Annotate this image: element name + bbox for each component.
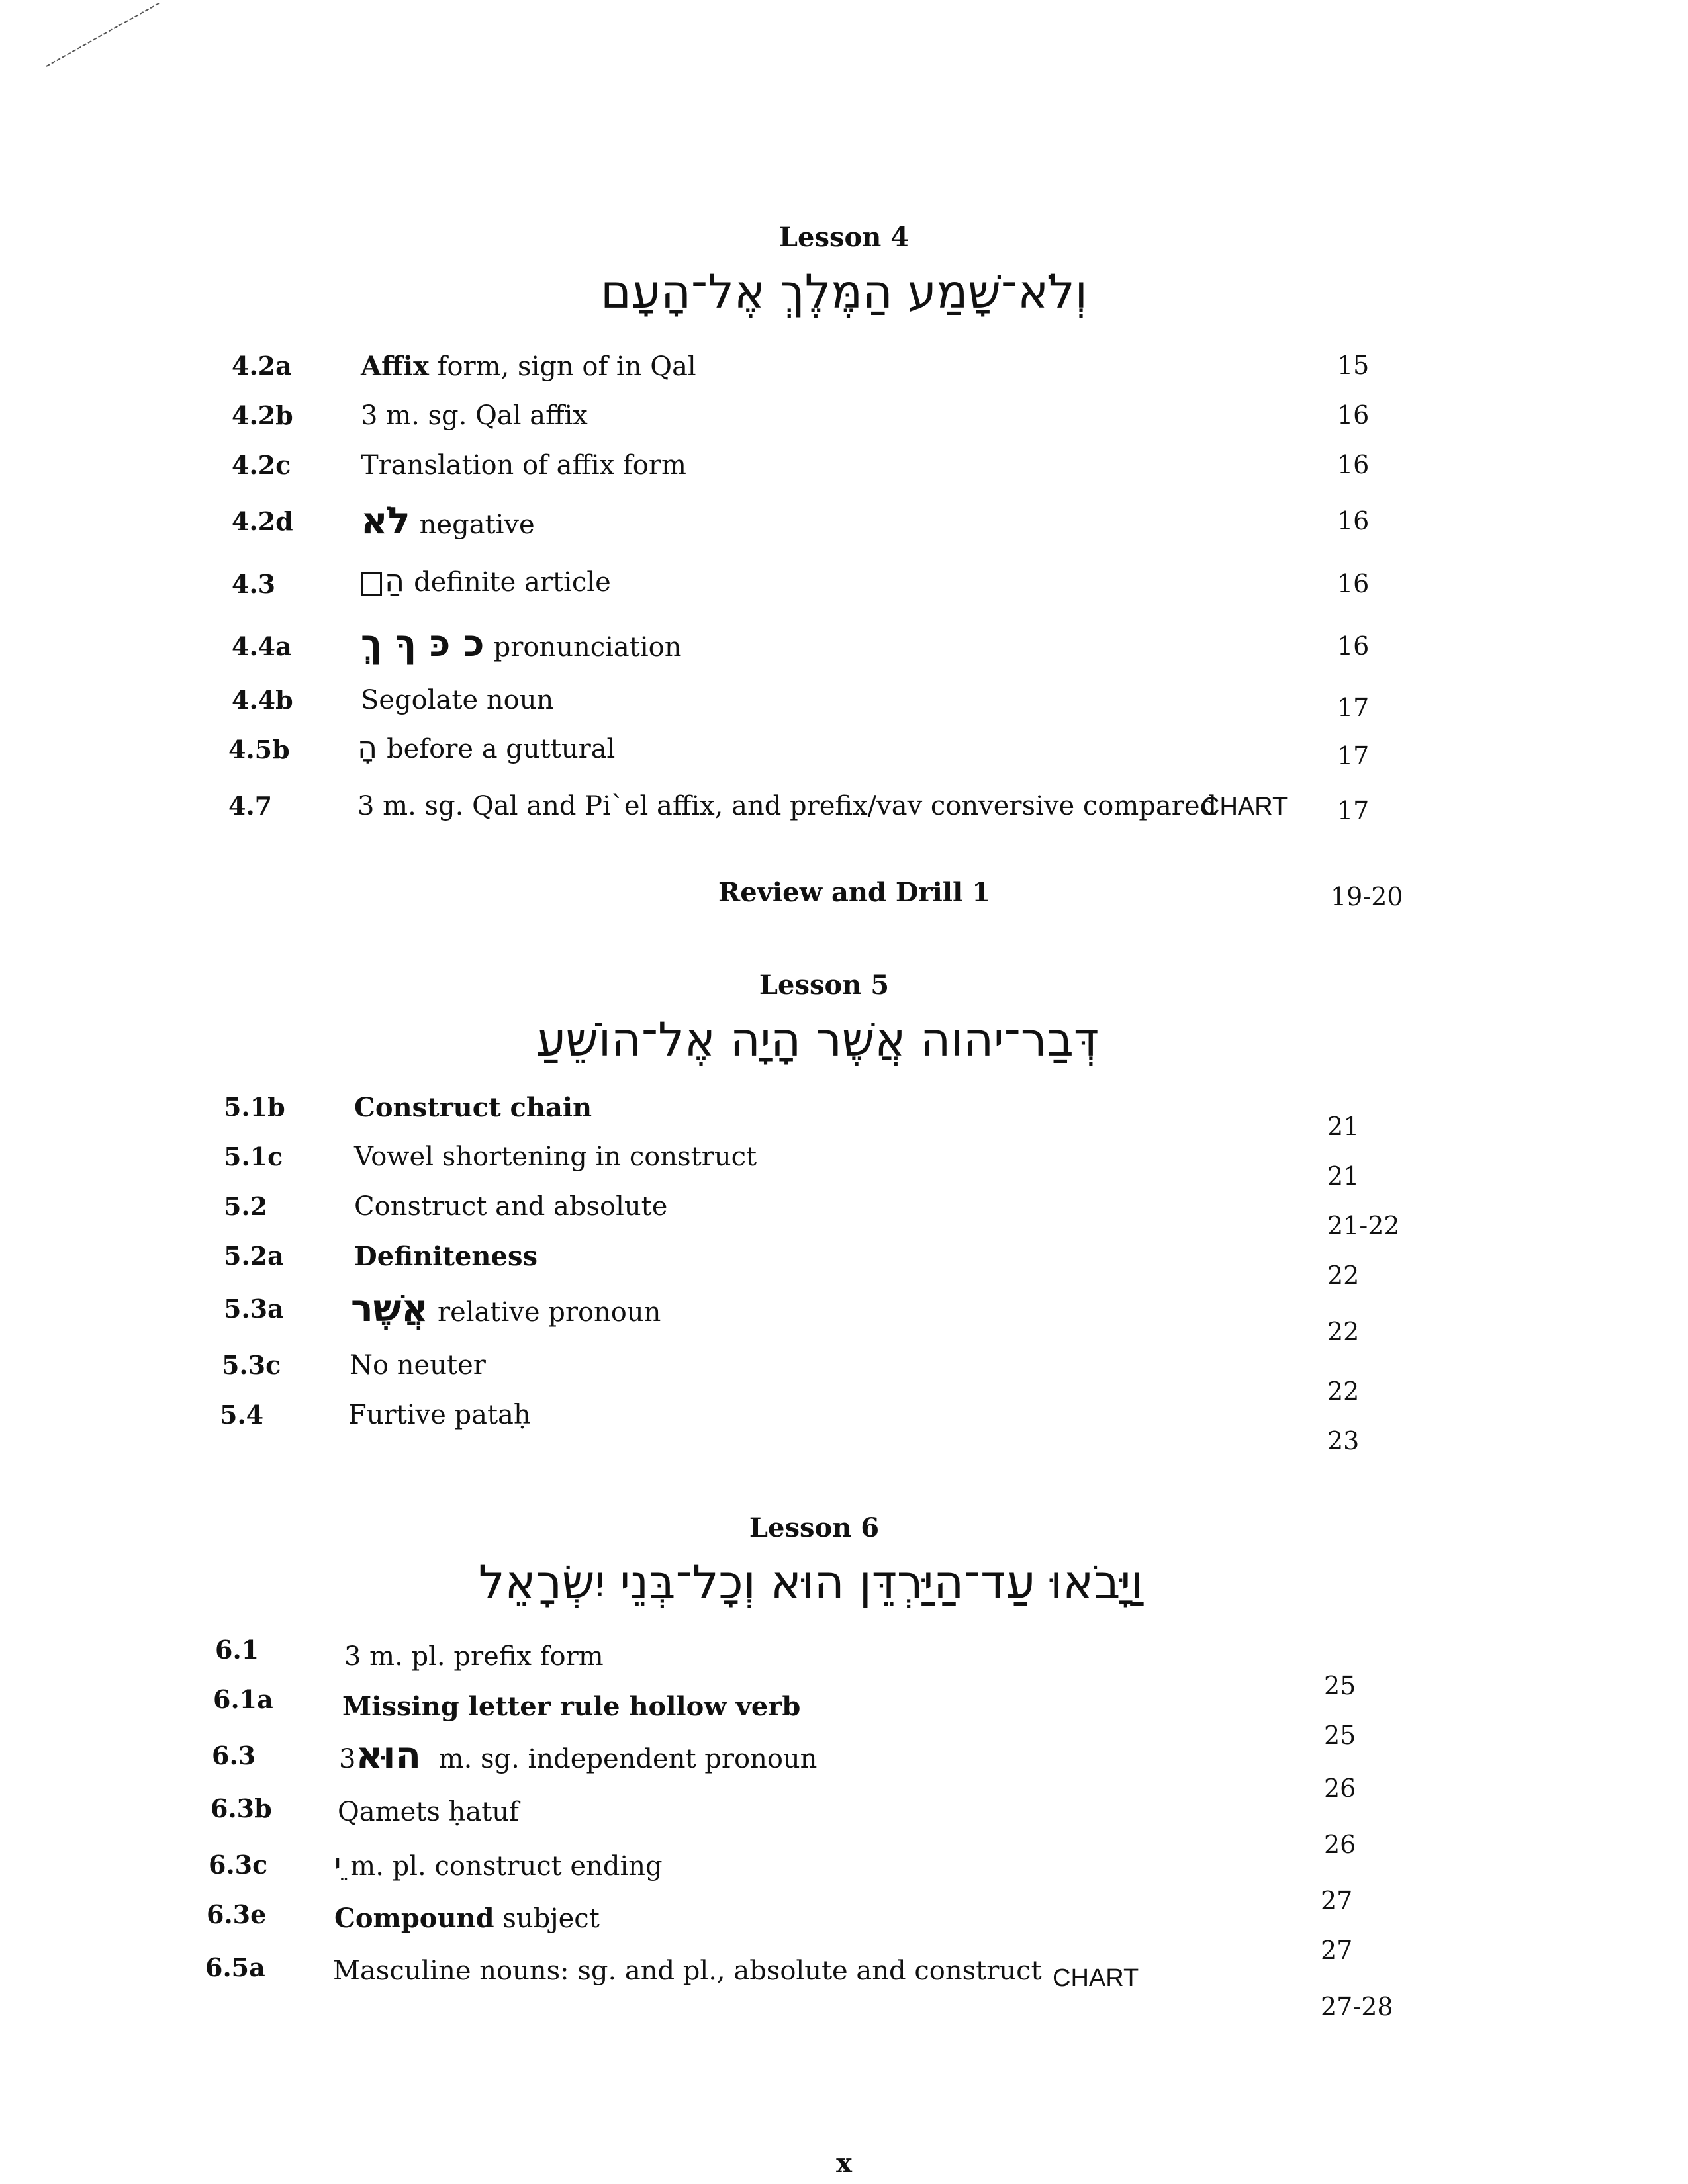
topic: הַ definite article bbox=[361, 563, 611, 598]
topic: Translation of affix form bbox=[361, 450, 686, 480]
topic: No neuter bbox=[350, 1350, 486, 1381]
lesson-4-label: Lesson 4 bbox=[778, 222, 910, 253]
page-number: 16 bbox=[1337, 450, 1370, 479]
topic: Construct and absolute bbox=[354, 1191, 668, 1222]
toc-row bbox=[0, 1400, 1688, 1455]
page-number: 21 bbox=[1327, 1161, 1360, 1191]
page-number: 15 bbox=[1337, 351, 1370, 380]
section-number: 4.2c bbox=[232, 450, 291, 480]
section-number: 4.7 bbox=[228, 791, 273, 821]
page-folio: x bbox=[836, 2148, 852, 2179]
toc-row bbox=[0, 1794, 1688, 1859]
chart-label: CHART bbox=[1053, 1964, 1139, 1992]
section-number: 4.2d bbox=[232, 506, 293, 536]
toc-row bbox=[0, 1241, 1688, 1290]
toc-row bbox=[0, 685, 1688, 725]
lesson-6-label: Lesson 6 bbox=[749, 1512, 880, 1543]
toc-row bbox=[0, 1287, 1688, 1346]
section-number: 4.2b bbox=[232, 400, 293, 430]
section-number: 5.3c bbox=[222, 1350, 281, 1380]
topic: 3 m. pl. prefix form bbox=[344, 1641, 604, 1672]
section-number: 4.4b bbox=[232, 685, 293, 715]
hebrew-term: הַ bbox=[385, 563, 405, 598]
section-number: 6.3b bbox=[211, 1794, 272, 1823]
toc-row bbox=[0, 351, 1688, 390]
page-number: 26 bbox=[1324, 1830, 1356, 1859]
topic: Definiteness bbox=[354, 1241, 538, 1272]
topic: Compound subject bbox=[334, 1903, 600, 1934]
page-number: 26 bbox=[1324, 1774, 1356, 1803]
lesson-6-hebrew-title: וַיָּבֹאוּ עַד־הַיַּרְדֵּן הוּא וְכָל־בְּנֵי יִשְׂרָאֵל bbox=[478, 1555, 1144, 1610]
toc-row bbox=[0, 1684, 1688, 1750]
page-number: 17 bbox=[1337, 741, 1370, 770]
section-number: 4.5b bbox=[228, 735, 290, 764]
toc-row bbox=[0, 1092, 1688, 1141]
toc-row bbox=[0, 1734, 1688, 1803]
topic: Vowel shortening in construct bbox=[354, 1142, 757, 1172]
toc-row bbox=[0, 729, 1688, 774]
page-number: 25 bbox=[1324, 1671, 1356, 1700]
topic: ֵי m. pl. construct ending bbox=[334, 1846, 663, 1882]
section-number: 4.3 bbox=[232, 569, 276, 599]
hebrew-term: לֹא bbox=[361, 500, 410, 543]
page-number: 23 bbox=[1327, 1426, 1360, 1455]
placeholder-box-icon bbox=[361, 572, 382, 596]
toc-row bbox=[0, 563, 1688, 602]
toc-row bbox=[0, 1952, 1688, 2021]
page-number: 16 bbox=[1337, 569, 1370, 598]
page-number: 27-28 bbox=[1321, 1992, 1393, 2021]
page-number: 17 bbox=[1337, 693, 1370, 722]
page-number: 16 bbox=[1337, 631, 1370, 660]
section-number: 6.3c bbox=[209, 1850, 268, 1880]
toc-row bbox=[0, 450, 1688, 490]
section-number: 6.5a bbox=[205, 1952, 265, 1982]
topic: Furtive pataḥ bbox=[348, 1400, 531, 1430]
hebrew-term: הָ bbox=[357, 729, 378, 765]
page-number: 22 bbox=[1327, 1261, 1360, 1290]
topic: Qamets ḥatuf bbox=[338, 1797, 519, 1827]
toc-row bbox=[0, 1899, 1688, 1965]
topic: Affix form, sign of in Qal bbox=[361, 351, 696, 382]
topic: Segolate noun bbox=[361, 685, 554, 715]
page-number: 22 bbox=[1327, 1377, 1360, 1406]
page-number: 25 bbox=[1324, 1721, 1356, 1750]
scan-artifact-line bbox=[40, 0, 165, 73]
section-number: 5.1c bbox=[224, 1142, 283, 1171]
section-number: 6.1a bbox=[213, 1684, 273, 1714]
section-number: 6.1 bbox=[215, 1635, 259, 1664]
toc-row bbox=[0, 622, 1688, 665]
section-number: 5.3a bbox=[224, 1294, 284, 1324]
toc-row bbox=[0, 1142, 1688, 1191]
section-number: 6.3e bbox=[207, 1899, 267, 1929]
section-number: 5.1b bbox=[224, 1092, 285, 1122]
section-number: 5.2a bbox=[224, 1241, 284, 1271]
chart-label: CHART bbox=[1201, 793, 1288, 821]
topic: Missing letter rule hollow verb bbox=[342, 1691, 801, 1722]
topic: כ כּ ךּ ךְ pronunciation bbox=[361, 622, 682, 665]
toc-row bbox=[0, 400, 1688, 440]
toc-row bbox=[0, 500, 1688, 543]
topic: 3 m. sg. Qal and Pi`el affix, and prefix/vav conversive compared bbox=[357, 791, 1217, 821]
page-number: 27 bbox=[1321, 1936, 1353, 1965]
section-number: 5.2 bbox=[224, 1191, 268, 1221]
topic: Construct chain bbox=[354, 1092, 592, 1123]
toc-row bbox=[0, 1350, 1688, 1406]
page-number: 21-22 bbox=[1327, 1211, 1400, 1240]
hebrew-letters: כ כּ ךּ ךְ bbox=[361, 622, 485, 665]
page-number: 19-20 bbox=[1331, 882, 1403, 911]
section-number: 4.2a bbox=[232, 351, 292, 381]
hebrew-term: הוּא bbox=[355, 1734, 421, 1777]
page-number: 21 bbox=[1327, 1112, 1360, 1141]
page-number: 22 bbox=[1327, 1317, 1360, 1346]
lesson-4-hebrew-title: וְלֹא־שָׁמַע הַמֶּלֶךְ אֶל־הָעָם bbox=[600, 265, 1088, 319]
topic: 3 m. sg. Qal affix bbox=[361, 400, 588, 431]
topic: Masculine nouns: sg. and pl., absolute and construct bbox=[333, 1956, 1042, 1986]
review-label: Review and Drill 1 bbox=[718, 877, 990, 908]
topic: הָ before a guttural bbox=[357, 729, 616, 765]
page-number: 16 bbox=[1337, 506, 1370, 535]
topic: הוּא3 m. sg. independent pronoun bbox=[339, 1734, 818, 1777]
section-number: 6.3 bbox=[212, 1741, 256, 1770]
topic: אֲשֶׁר relative pronoun bbox=[351, 1287, 661, 1330]
section-number: 5.4 bbox=[220, 1400, 264, 1430]
section-number: 4.4a bbox=[232, 631, 292, 661]
page-number: 27 bbox=[1321, 1886, 1353, 1915]
lesson-5-label: Lesson 5 bbox=[759, 970, 890, 1001]
hebrew-ending: ֵי bbox=[334, 1846, 342, 1882]
hebrew-term: אֲשֶׁר bbox=[351, 1287, 428, 1330]
page-number: 17 bbox=[1337, 796, 1370, 825]
toc-row bbox=[0, 791, 1688, 831]
toc-row bbox=[0, 1191, 1688, 1240]
lesson-5-hebrew-title: דְּבַר־יהוה אֲשֶׁר הָיָה אֶל־הוֹשֵׁעַ bbox=[536, 1013, 1100, 1067]
page-number: 16 bbox=[1337, 400, 1370, 430]
topic: לֹא negative bbox=[361, 500, 535, 543]
